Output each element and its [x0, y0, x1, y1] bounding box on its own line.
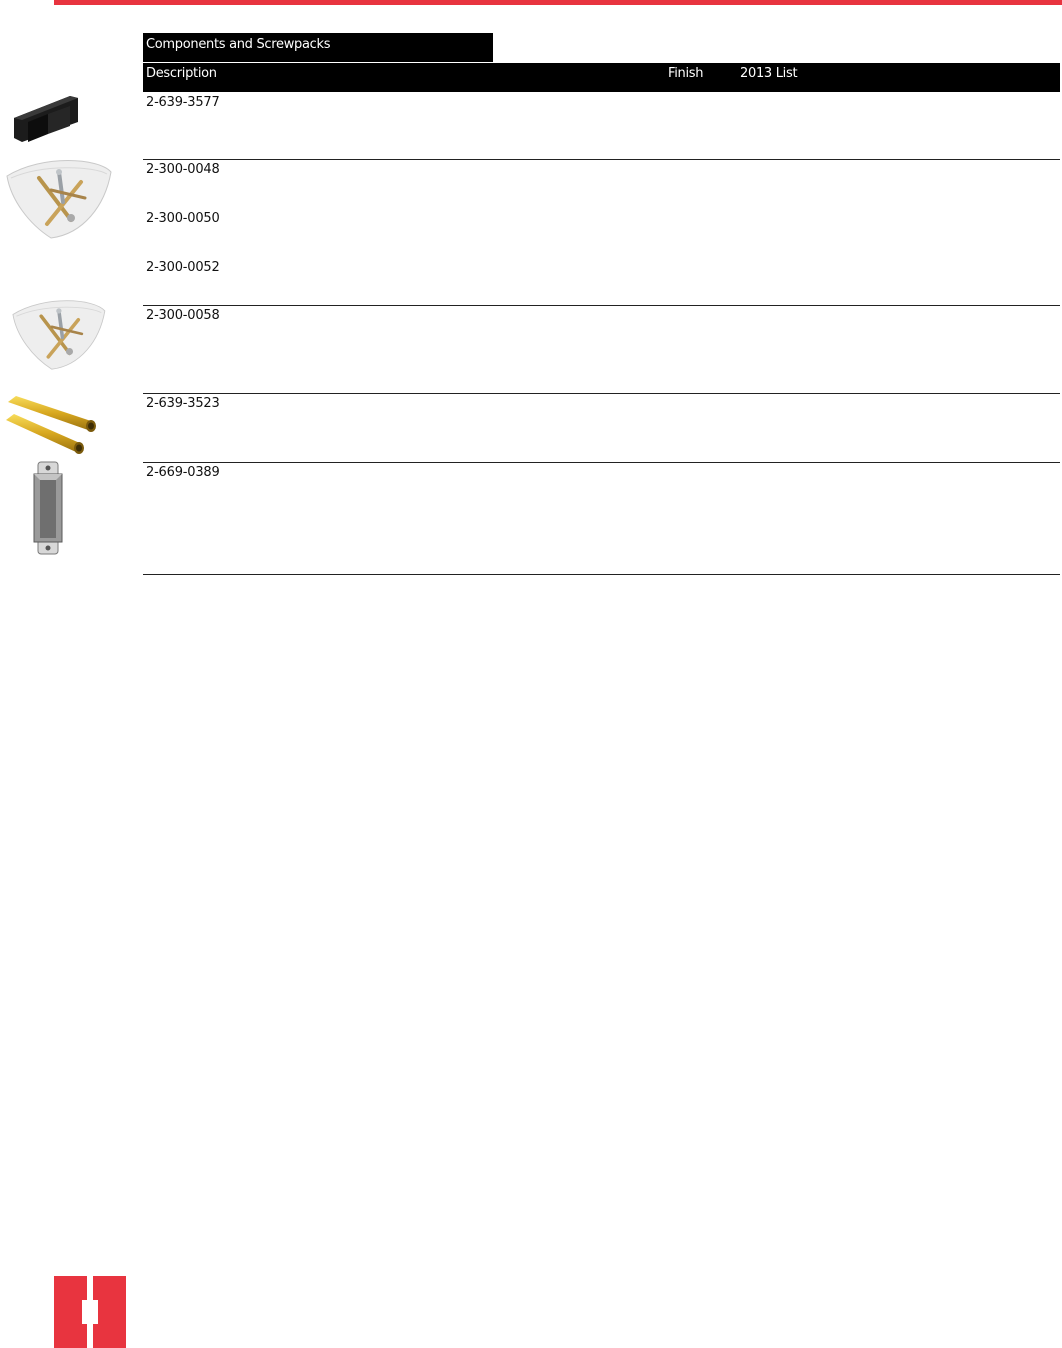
column-finish: Finish	[668, 66, 704, 81]
column-2013-list: 2013 List	[740, 66, 798, 81]
section-title: Components and Screwpacks	[143, 33, 493, 62]
black-strike-icon	[8, 92, 86, 148]
screwpack-icon	[3, 154, 113, 240]
company-logo	[54, 1276, 126, 1348]
table-row	[143, 160, 1060, 306]
table-row	[143, 306, 1060, 394]
brass-sleeves-icon	[2, 392, 98, 454]
table-header	[143, 63, 1060, 92]
sku: 2-300-0050	[146, 211, 220, 226]
sku: 2-300-0048	[146, 162, 220, 177]
sku: 2-669-0389	[146, 465, 220, 480]
top-accent-rule	[54, 0, 1062, 5]
sku: 2-300-0058	[146, 308, 220, 323]
sku: 2-639-3523	[146, 396, 220, 411]
column-description: Description	[146, 66, 217, 81]
table-row	[143, 92, 1060, 160]
steel-box-strike-icon	[28, 460, 68, 556]
sku: 2-300-0052	[146, 260, 220, 275]
sku: 2-639-3577	[146, 95, 220, 110]
table-row	[143, 463, 1060, 575]
screwpack-icon	[3, 295, 113, 371]
table-row	[143, 394, 1060, 463]
